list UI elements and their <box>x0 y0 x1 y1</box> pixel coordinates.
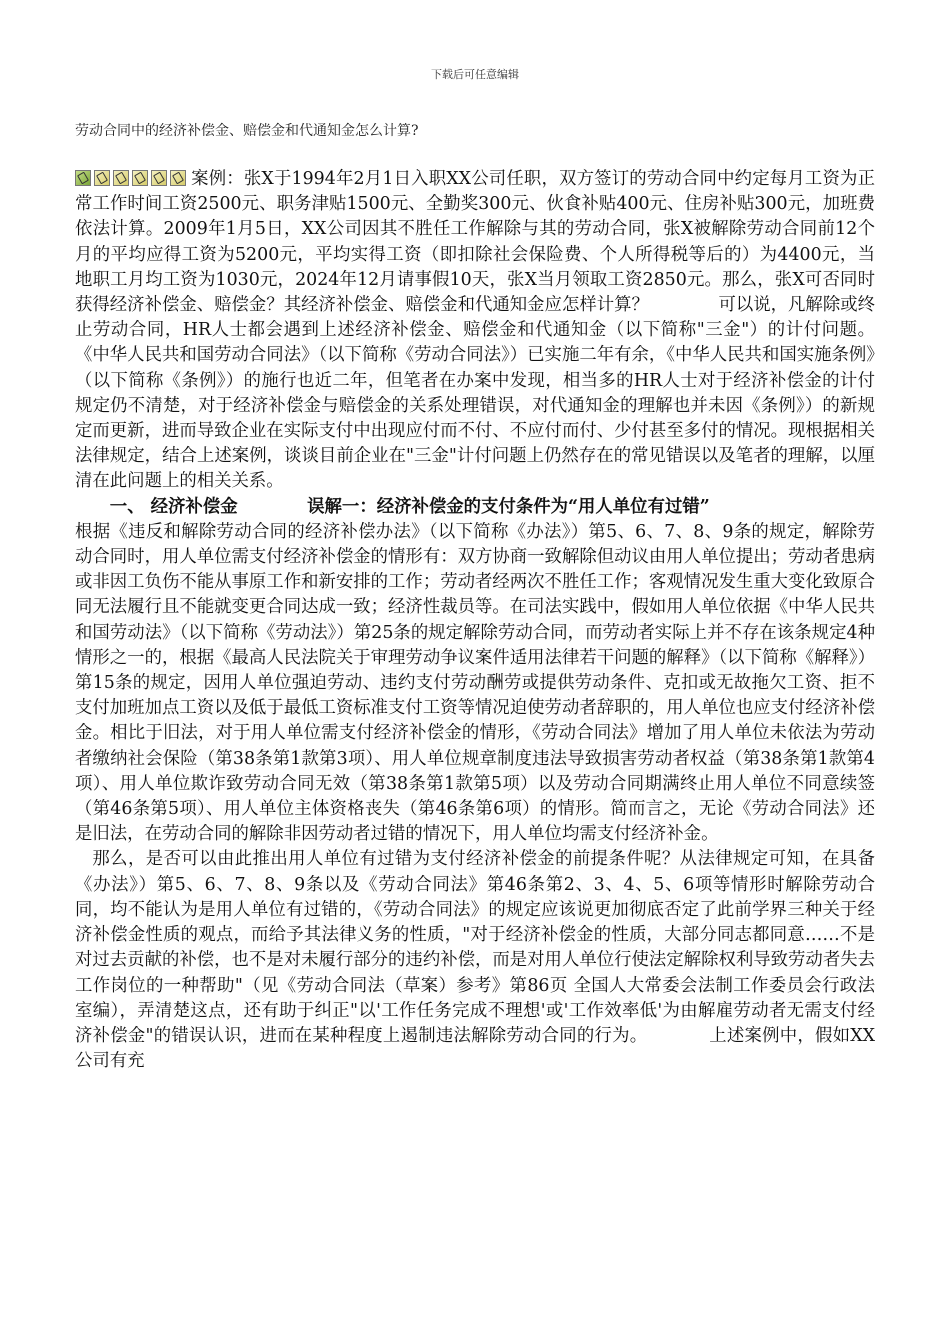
paragraph-compensation-analysis: 那么，是否可以由此推出用人单位有过错为支付经济补偿金的前提条件呢？从法律规定可知，在具备《办法》）第5、6、7、8、9条以及《劳动合同法》第46条第2、3、4、5、6项等情形时解除劳动合同，均不能认为是用人单位有过错的，《劳动合同法》的规定应该说更加彻底否定了此前学界三种关于经济补偿金性质的观点，而给予其法律义务的性质，"对于经济补偿金的性质，大部分同志都同意……不是对过去贡献的补偿，也不是对未履行部分的违约补偿，而是对用人单位行使法定解除权利导致劳动者失去工作岗位的一种帮助"（见《劳动合同法（草案）参考》第86页 全国人大常委会法制工作委员会行政法室编），弄清楚这点，还有助于纠正"以'工作任务完成不理想'或'工作效率低'为由解雇劳动者无需支付经济补偿金"的错误认识，进而在某种程度上遏制违法解除劳动合同的行为。 上述案例中，假如XX公司有充 <box>75 849 875 1072</box>
clip-icon <box>170 170 186 186</box>
section-heading: 一、 经济补偿金 误解一：经济补偿金的支付条件为“用人单位有过错” <box>109 496 710 517</box>
paragraph-compensation-rules: 根据《违反和解除劳动合同的经济补偿办法》（以下简称《办法》）第5、6、7、8、9条的规定，解除劳动合同时，用人单位需支付经济补偿金的情形有：双方协商一致解除但动议由用人单位提出；劳动者患病或非因工负伤不能从事原工作和新安排的工作；劳动者经两次不胜任工作；客观情况发生重大变化致原合同无法履行且不能就变更合同达成一致；经济性裁员等。在司法实践中，假如用人单位依据《中华人民共和国劳动法》（以下简称《劳动法》）第25条的规定解除劳动合同，而劳动者实际上并不存在该条规定4种情形之一的，根据《最高人民法院关于审理劳动争议案件适用法律若干问题的解释》（以下简称《解释》）第15条的规定，因用人单位强迫劳动、违约支付劳动酬劳或提供劳动条件、克扣或无故拖欠工资、拒不支付加班加点工资以及低于最低工资标准支付工资等情况迫使劳动者辞职的，用人单位也应支付经济补偿金。相比于旧法，对于用人单位需支付经济补偿金的情形，《劳动合同法》增加了用人单位未依法为劳动者缴纳社会保险（第38条第1款第3项）、用人单位规章制度违法导致损害劳动者权益（第38条第1款第4项）、用人单位欺诈致劳动合同无效（第38条第1款第5项）以及劳动合同期满终止用人单位不同意续签（第46条第5项）、用人单位主体资格丧失（第46条第6项）的情形。简而言之，无论《劳动合同法》还是旧法，在劳动合同的解除非因劳动者过错的情况下，用人单位均需支付经济补金。 <box>75 521 875 845</box>
toolbar-icons <box>75 169 189 187</box>
paragraph-case-text: 案例：张X于1994年2月1日入职XX公司任职，双方签订的劳动合同中约定每月工资为正常工作时间工资2500元、职务津贴1500元、全勤奖300元、伙食补贴400元、住房补贴300元，加班费依法计算。2009年1月5日，XX公司因其不胜任工作解除与其的劳动合同，张X被解除劳动合同前12个月的平均应得工资为5200元，平均实得工资（即扣除社会保险费、个人所得税等后的）为4400元，当地职工月均工资为1030元，2024年12月请事假10天，张X当月领取工资2850元。那么，张X可否同时获得经济补偿金、赔偿金？其经济补偿金、赔偿金和代通知金应怎样计算？ 可以说，凡解除或终止劳动合同，HR人士都会遇到上述经济补偿金、赔偿金和代通知金（以下简称"三金"）的计付问题。《中华人民共和国劳动合同法》（以下简称《劳动合同法》）已实施二年有余，《中华人民共和国实施条例》（以下简称《条例》）的施行也近二年，但笔者在办案中发现，相当多的HR人士对于经济补偿金的计付规定仍不清楚，对于经济补偿金与赔偿金的关系处理错误，对代通知金的理解也并未因《条例》）的新规定而更新，进而导致企业在实际支付中出现应付而不付、不应付而付、少付甚至多付的情况。现根据相关法律规定，结合上述案例，谈谈目前企业在"三金"计付问题上仍然存在的常见错误以及笔者的理解，以厘清在此问题上的相关关系。 <box>75 169 875 492</box>
paragraph-case <box>75 167 875 495</box>
clip-icon <box>132 170 148 186</box>
page-header-note: 下载后可任意编辑 <box>431 68 519 81</box>
clip-icon <box>113 170 129 186</box>
pencil-icon <box>75 170 91 186</box>
document-body <box>75 167 875 1074</box>
document-title: 劳动合同中的经济补偿金、赔偿金和代通知金怎么计算? <box>75 123 419 139</box>
clip-icon <box>94 170 110 186</box>
clip-icon <box>151 170 167 186</box>
